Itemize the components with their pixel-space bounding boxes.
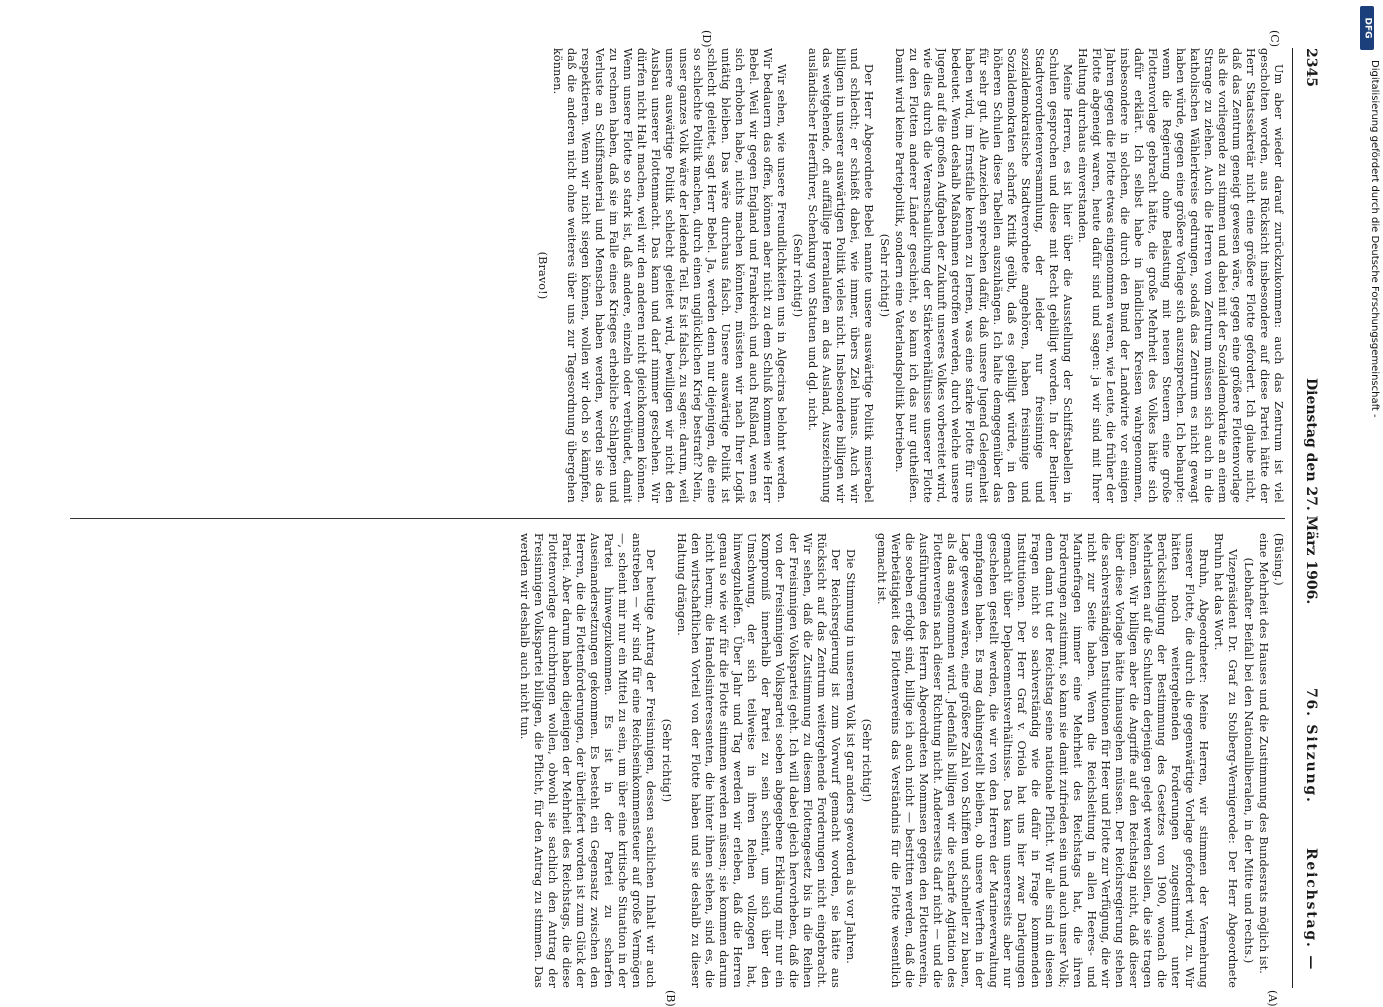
interjection: (Sehr richtig!) [878,233,891,318]
paragraph: Wir sehen, wie unsere Freundlichkeiten uns in Algeciras belohnt werden. Wir bedauern das offen, können aber nicht zu dem Schluß kommen wie Herr Bebel. Weil wir gegen England und Frankreich und auch Rußland, wenn es sich erhoben habe, nichts machen könnten, müssten wir nach Ihrer Logik untätig bleiben. Das wäre durchaus falsch. Unsere auswärtige Politik ist schlecht geleitet, sagt Herr Bebel. Ja, werden denn nur diejenigen, die eine so schlechte Politik machen, durch einen unglücklichen Krieg bestraft? Nein, unser ganzes Volk wäre der leidende Teil. Es ist falsch, zu sagen: darum, weil unsere auswärtige Politik schlecht geleitet wird, bewilligen wir nicht den Ausbau unserer Flottenmacht. Das kann und darf nimmer geschehen. Wir dürfen nicht Halt machen, weil wir den anderen nicht gleichkommen können. Wenn unsere Flotte so stark ist, daß andere, einzeln oder verbündet, damit zu rechnen haben, daß sie im Falle eines Krieges erhebliche Schlappen und Verluste an Schiffsmaterial und Menschen haben werden, werden sie das respektieren. Wenn wir nicht siegen können, wollen wir doch so kämpfen, daß die anderen nicht ohne weiteres über uns zur Tagesordnung übergehen können. [551,48,788,503]
margin-letter-a: (A) [1266,990,1279,1007]
speaker-continuation: (Büsing.) [1272,533,1285,586]
paragraph: Um aber wieder darauf zurückzukommen: auch das Zentrum ist viel gescholten worden, aus Rücksicht insbesondere auf diese Partei hätte der Herr Staatssekretär nicht eine größere Flotte gefordert. Ich glaube nicht, daß das Zentrum geneigt gewesen wäre, gegen eine größere Flottenvorlage als die vorliegende zu stimmen und dabei mit der Sozialdemokratie an einem Strange zu ziehen. Auch die Herren vom Zentrum müssen sich auch in die katholischen Wählerkreise gedrungen, sodaß das Zentrum es nicht gewagt haben würde, gegen eine größere Vorlage sich auszusprechen. Ich behaupte: wenn die Regierung ohne Belastung mit neuen Steuern eine große Flottenvorlage gebracht hätte, die große Mehrheit des Volkes hätte sich dafür erklärt. Ich selbst habe in ländlichen Kreisen wahrgenommen, insbesondere in solchen, die durch den Bund der Landwirte vor einigen Jahren gegen die Flotte etwas eingenommen waren, wie Leute, die früher der Flotte abgeneigt waren, heute dafür sind und sagen: ja wir sind mit Ihrer Haltung durchaus einverstanden. [1076,48,1285,503]
paragraph: Meine Herren, es ist hier über die Ausstellung der Schiffstabellen in Schulen gesprochen und diese mit Recht gebilligt worden. In der Berliner Stadtverordnetenversammlung, der leider nur freisinnige und sozialdemokratische Stadtverordnete angehören, haben freisinnige und Sozialdemokraten scharfe Kritik geübt, daß es gebilligt würde, in den höheren Schulen diese Tabellen auszuhängen. Ich halte demgegenüber das für sehr gut. Alle Anzeichen sprechen dafür, daß unsere Jugend Gelegenheit haben wird, im Ernstfalle kennen zu lernen, was eine starke Flotte für uns bedeutet. Wenn deshalb Maßnahmen getroffen werden, durch welche unsere Jugend auf die großen Aufgaben der Zukunft unseres Volkes vorbereitet wird, wie dies durch die Veranschaulichung der Stärkeverhältnisse unserer Flotte zu den Flotten anderer Länder geschieht, so kann ich das nur gutheißen. Damit wird keine Parteipolitik, sondern eine Vaterlandspolitik betrieben. [893,48,1074,503]
paragraph: Vizepräsident Dr. Graf zu Stolberg-Wernigerode: Der Herr Abgeordnete Bruhn hat das Wort. [1212,533,1239,988]
interjection: (Lebhafter Beifall bei den Nationalliberalen, in der Mitte und rechts.) [1242,557,1255,964]
dfg-logo: DFG [1360,6,1374,50]
paragraph: Bruhn, Abgeordneter: Meine Herren, wir stimmen der Vermehrung unserer Flotte, die durch die gegenwärtige Vorlage gefordert wird, zu. Wir hätten noch weitergehenden Forderungen zugestimmt unter Berücksichtigung der Bestimmung des Gesetzes von 1900, wonach die Mehrlasten auf die Schultern derjenigen gelegt werden sollen, die sie tragen können. Wir billigen aber die Angriffe auf den Reichstag nicht, daß dieser über diese Vorlage hätte hinausgehen müssen. Der Reichsregierung stehen die sachverständigen Institutionen für Heer und Flotte zur Verfügung, die wir nicht zur Seite haben. Wenn die Reichsleitung in allen Heeres- und Marinefragen immer eine Mehrheit des Reichstags hat, die ihren Forderungen zustimmt, so kann sie damit zufrieden sein und auch unser Volk; denn dann tut der Reichstag seine nationale Pflicht. Wir alle sind in diesen Fragen nicht so sachverständig wie die dafür in Frage kommenden Institutionen. Der Herr Graf v. Oriola hat uns hier zwar Darlegungen gemacht über Deplacementsverhältnisse. Das kann unsererseits aber nur geschehen gestellt werden, die wir von den Herren der Marineverwaltung empfangen haben. Es mag dahingestellt bleiben, ob unsere Werften in der Lage gewesen wären, eine größere Zahl von Schiffen und schneller zu bauen, als das angenommen wird. Jedenfalls billigen wir die scharfe Agitation des Flottenvereins nach dieser Richtung nicht. Andererseits darf nicht — und die Ausführungen des Herrn Abgeordneten Mommsen gegen den Flottenverein, die soeben erfolgt sind, billige ich auch nicht — bestritten werden, daß die Werbetätigkeit des Flottenvereins das Verständnis für die Flotte wesentlich gemacht ist. [875,533,1210,988]
right-text-column [65,48,1285,503]
digitization-credit: Digitalisierung gefördert durch die Deutsche Forschungsgemeinschaft - [1369,60,1380,418]
interjection: (Sehr richtig!) [860,718,873,803]
margin-letter-c: (C) [1268,30,1281,47]
margin-letter-b: (B) [664,990,677,1007]
paragraph: Der Herr Abgeordnete Bebel nannte unsere auswärtige Politik miserabel und schlecht; er schießt dabei, wie immer, übers Ziel hinaus. Auch wir billigen in unserer auswärtigen Politik vieles nicht. Insbesondere billigen wir das weitgehende, oft auffällige Heranlaufen an das Ausland, Auszeichnung ausländischer Heerführer, Schenkung von Statuen und dgl. nicht. [806,48,875,503]
session-label: 76. Sitzung. [1303,688,1319,804]
column-divider [70,518,1285,519]
margin-letter-d: (D) [700,30,713,48]
reichstag-label: Reichstag. — [1303,848,1319,972]
page-header [1295,48,1325,988]
interjection: (Sehr richtig!) [660,718,673,803]
paragraph: Der Reichsregierung ist zum Vorwurf gemacht worden, sie hätte aus Rücksicht auf das Zentrum weitergehende Forderungen nicht eingebracht. Wir sehen, daß die Zustimmung zu diesem Flottengesetz bis in die Reihen der Freisinnigen Volkspartei geht. Ich will dabei gleich hervorheben, daß die von der Freisinnigen Volkspartei soeben abgegebene Erklärung mir nur ein Kompromiß innerhalb der Partei zu sein scheint, um sich über den Umschwung, der sich teilweise in ihren Reihen vollzogen hat, hinwegzuhelfen. Über Jahr und Tag werden wir erleben, daß die Herren genau so wie wir für die Flotte stimmen werden müssen; sie kommen darum nicht herum; die Handelsinteressenten, die hinter ihnen stehen, sind es, die den wirtschaftlichen Vorteil von der Flotte haben und sie deshalb zu dieser Haltung drängen. [675,533,842,988]
newspaper-page [55,30,1325,1007]
paragraph: Die Stimmung in unserem Volk ist gar anders geworden als vor Jahren. [844,549,857,964]
interjection: (Sehr richtig!) [791,233,804,318]
interjection: (Bravo!) [536,251,549,300]
header-rule [1292,48,1293,988]
paragraph: eine Mehrheit des Hauses und die Zustimmung des Bundesrats möglich ist. [1257,533,1270,974]
page-date: Dienstag den 27. März 1906. [1303,378,1319,605]
paragraph: Der heutige Antrag der Freisinnigen, dessen sachlichen Inhalt wir auch anstreben — wir sind für eine Reichseinkommensteuer auf große Vermögen —, scheint mir nur ein Mittel zu sein, um über eine kritische Situation in der Partei hinwegzukommen. Es ist in der Partei zu scharfen Auseinandersetzungen gekommen. Es besteht ein Gegensatz zwischen den Herren, die die Flottenforderungen, der überliefert worden ist zum Glück der Partei. Aber darum haben diejenigen der Mehrheit des Reichstags, die diese Flottenvorlage durchbringen wollen, obwohl sie sachlich den Antrag der Freisinnigen Volkspartei billigen, die Pflicht, für den Antrag zu stimmen. Das werden wir deshalb auch nicht tun. [518,533,657,988]
left-text-column [65,533,1285,988]
page-number: 2345 [1303,48,1319,87]
